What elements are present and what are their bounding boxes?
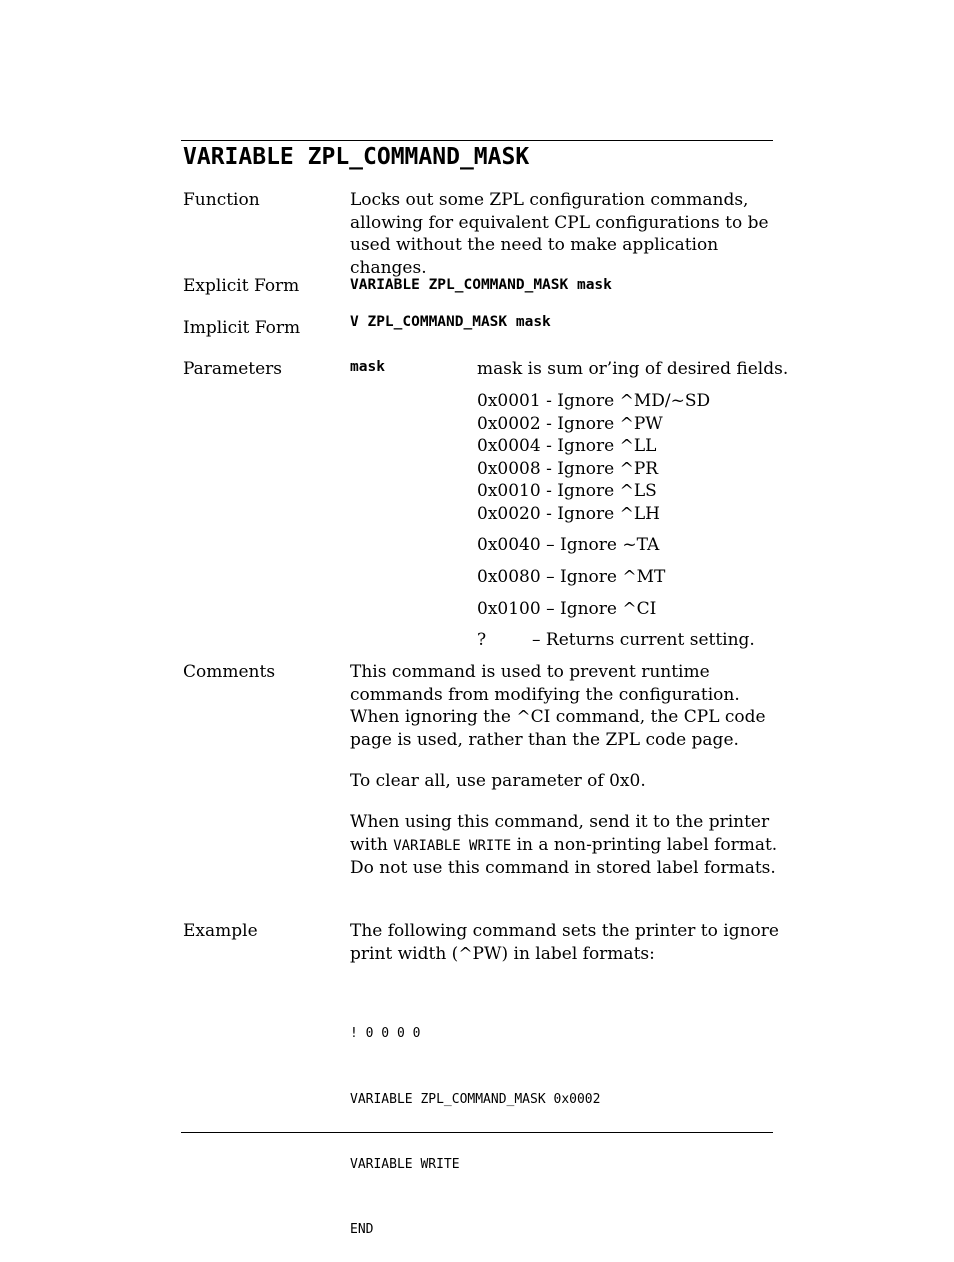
function-description: Locks out some ZPL configuration commands, allowing for equivalent CPL configurations to be used without the need to make application changes. — [350, 190, 769, 278]
parameter-query-row — [477, 629, 755, 652]
parameter-field-ta: 0x0040 – Ignore ~TA — [477, 535, 660, 555]
implicit-form-code: V ZPL_COMMAND_MASK mask — [350, 314, 551, 330]
parameter-field-ci: 0x0100 – Ignore ^CI — [477, 599, 657, 619]
comments-text-3 — [350, 811, 782, 880]
code-line: ! 0 0 0 0 — [350, 1026, 421, 1042]
parameter-name: mask — [350, 359, 385, 375]
comments-paragraph-3-start: When using this command, send it to the printer with — [350, 812, 770, 855]
code-line: END — [350, 1221, 374, 1237]
comments-paragraph-3 — [350, 811, 782, 880]
explicit-form-label: Explicit Form — [183, 276, 300, 296]
query-description: – Returns current setting. — [532, 630, 755, 650]
example-text — [350, 920, 782, 965]
parameter-field: 0x0008 - Ignore ^PR — [477, 458, 659, 479]
page-title: VARIABLE ZPL_COMMAND_MASK — [183, 144, 530, 170]
comments-text — [350, 661, 782, 751]
comments-text-2 — [350, 770, 782, 793]
function-text — [350, 189, 782, 279]
example-description: The following command sets the printer to ignore print width (^PW) in label formats: — [350, 921, 779, 964]
parameter-field: 0x0001 - Ignore ^MD/~SD — [477, 391, 711, 411]
parameter-description: mask is sum or’ing of desired fields. — [477, 359, 789, 379]
example-code-block — [350, 980, 600, 1262]
bottom-rule — [181, 1132, 773, 1133]
inline-code: VARIABLE WRITE — [393, 837, 512, 854]
parameter-field: 0x0002 - Ignore ^PW — [477, 413, 663, 434]
comments-paragraph-1: This command is used to prevent runtime commands from modifying the configuration. When ignoring the ^CI command, the CPL code page is used, rather than the ZPL code page. — [350, 662, 766, 750]
parameter-field: 0x0004 - Ignore ^LL — [477, 436, 657, 456]
comments-paragraph-2: To clear all, use parameter of 0x0. — [350, 771, 646, 791]
parameters-label: Parameters — [183, 359, 282, 379]
query-symbol: ? — [477, 630, 487, 650]
top-rule — [181, 140, 773, 141]
parameter-field: 0x0020 - Ignore ^LH — [477, 503, 660, 524]
explicit-form-code: VARIABLE ZPL_COMMAND_MASK mask — [350, 277, 612, 293]
comments-paragraph-3-end: in a non-printing label format. Do not use this command in stored label formats. — [350, 834, 778, 878]
code-line: VARIABLE WRITE — [350, 1156, 460, 1172]
implicit-form-label: Implicit Form — [183, 318, 301, 338]
parameter-field: 0x0010 - Ignore ^LS — [477, 481, 657, 501]
parameter-field-list — [477, 390, 710, 525]
example-label: Example — [183, 921, 258, 941]
parameter-field-mt: 0x0080 – Ignore ^MT — [477, 567, 666, 587]
code-line: VARIABLE ZPL_COMMAND_MASK 0x0002 — [350, 1091, 601, 1107]
function-label: Function — [183, 190, 260, 210]
comments-label: Comments — [183, 662, 276, 682]
